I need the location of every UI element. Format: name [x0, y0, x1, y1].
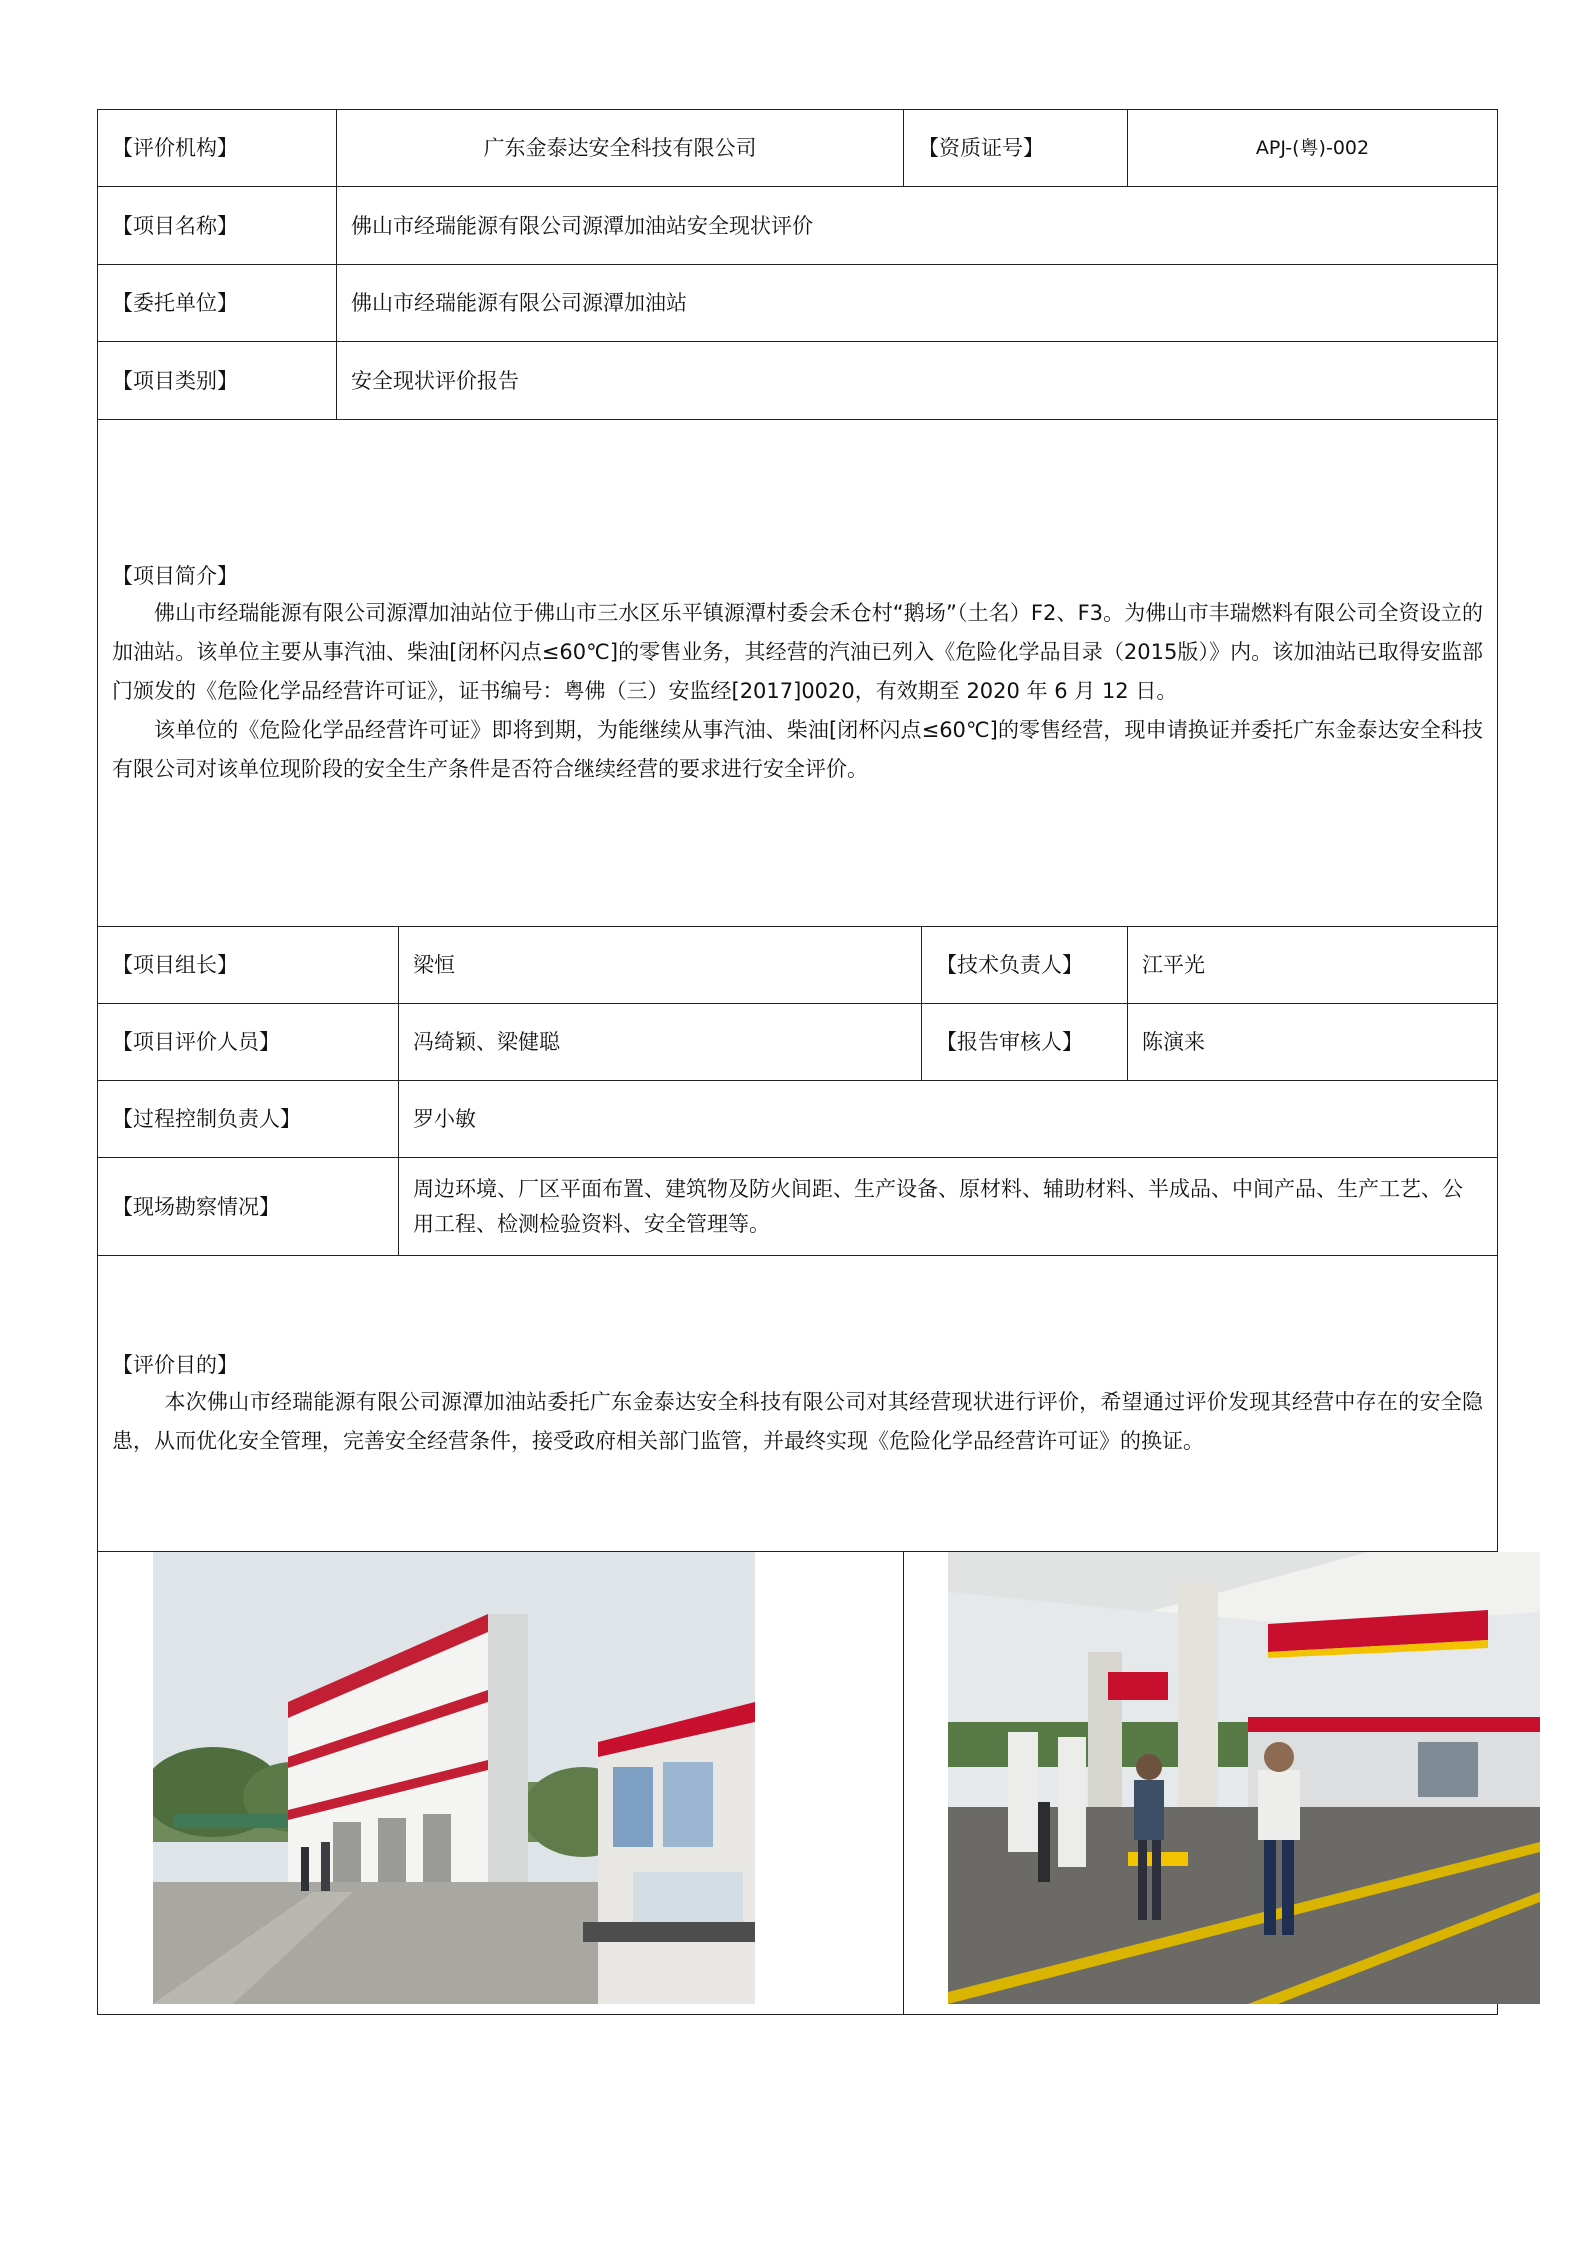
evaluation-purpose-section	[98, 1256, 1498, 1552]
fuel-canopy-photo-art	[948, 1552, 1540, 2004]
category-value: 安全现状评价报告	[337, 342, 1498, 420]
project-name-label: 【项目名称】	[98, 187, 337, 265]
photo-cell-left	[98, 1552, 904, 2015]
site-survey-value: 周边环境、厂区平面布置、建筑物及防火间距、生产设备、原材料、辅助材料、半成品、中间产品、生产工艺、公用工程、检测检验资料、安全管理等。	[399, 1158, 1498, 1256]
summary-title: 【项目简介】	[112, 563, 238, 588]
project-summary-section	[98, 420, 1498, 927]
evaluators-label: 【项目评价人员】	[98, 1004, 399, 1081]
purpose-text: 本次佛山市经瑞能源有限公司源潭加油站委托广东金泰达安全科技有限公司对其经营现状进行评价，希望通过评价发现其经营中存在的安全隐患，从而优化安全管理，完善安全经营条件，接受政府相关部门监管，并最终实现《危险化学品经营许可证》的换证。	[112, 1389, 1483, 1453]
summary-paragraph-2: 该单位的《危险化学品经营许可证》即将到期，为能继续从事汽油、柴油[闭杯闪点≤60℃]的零售经营，现申请换证并委托广东金泰达安全科技有限公司对该单位现阶段的安全生产条件是否符合继续经营的要求进行安全评价。	[112, 717, 1483, 781]
fuel-canopy-photo	[948, 1552, 1540, 2004]
leader-value: 梁恒	[399, 927, 922, 1004]
info-table	[97, 109, 1498, 2015]
evaluation-record-form	[97, 109, 1497, 2015]
cert-label: 【资质证号】	[904, 110, 1128, 187]
photo-cell-right	[904, 1552, 1498, 2015]
cert-value: APJ-(粤)-002	[1128, 110, 1498, 187]
client-label: 【委托单位】	[98, 265, 337, 342]
reviewer-value: 陈演来	[1128, 1004, 1498, 1081]
site-survey-label: 【现场勘察情况】	[98, 1158, 399, 1256]
evaluators-value: 冯绮颖、梁健聪	[399, 1004, 922, 1081]
category-label: 【项目类别】	[98, 342, 337, 420]
station-building-photo	[153, 1552, 755, 2004]
purpose-title: 【评价目的】	[112, 1352, 238, 1377]
project-name-value: 佛山市经瑞能源有限公司源潭加油站安全现状评价	[337, 187, 1498, 265]
client-value: 佛山市经瑞能源有限公司源潭加油站	[337, 265, 1498, 342]
station-building-photo-art	[153, 1552, 755, 2004]
leader-label: 【项目组长】	[98, 927, 399, 1004]
org-value: 广东金泰达安全科技有限公司	[337, 110, 904, 187]
tech-lead-label: 【技术负责人】	[922, 927, 1128, 1004]
tech-lead-value: 江平光	[1128, 927, 1498, 1004]
reviewer-label: 【报告审核人】	[922, 1004, 1128, 1081]
org-label: 【评价机构】	[98, 110, 337, 187]
summary-paragraph-1: 佛山市经瑞能源有限公司源潭加油站位于佛山市三水区乐平镇源潭村委会禾仓村“鹅场”（土名）F2、F3。为佛山市丰瑞燃料有限公司全资设立的加油站。该单位主要从事汽油、柴油[闭杯闪点≤60℃]的零售业务，其经营的汽油已列入《危险化学品目录（2015版）》内。该加油站已取得安监部门颁发的《危险化学品经营许可证》，证书编号：粤佛（三）安监经[2017]0020，有效期至 2020 年 6 月 12 日。	[112, 600, 1483, 703]
process-control-label: 【过程控制负责人】	[98, 1081, 399, 1158]
process-control-value: 罗小敏	[399, 1081, 1498, 1158]
